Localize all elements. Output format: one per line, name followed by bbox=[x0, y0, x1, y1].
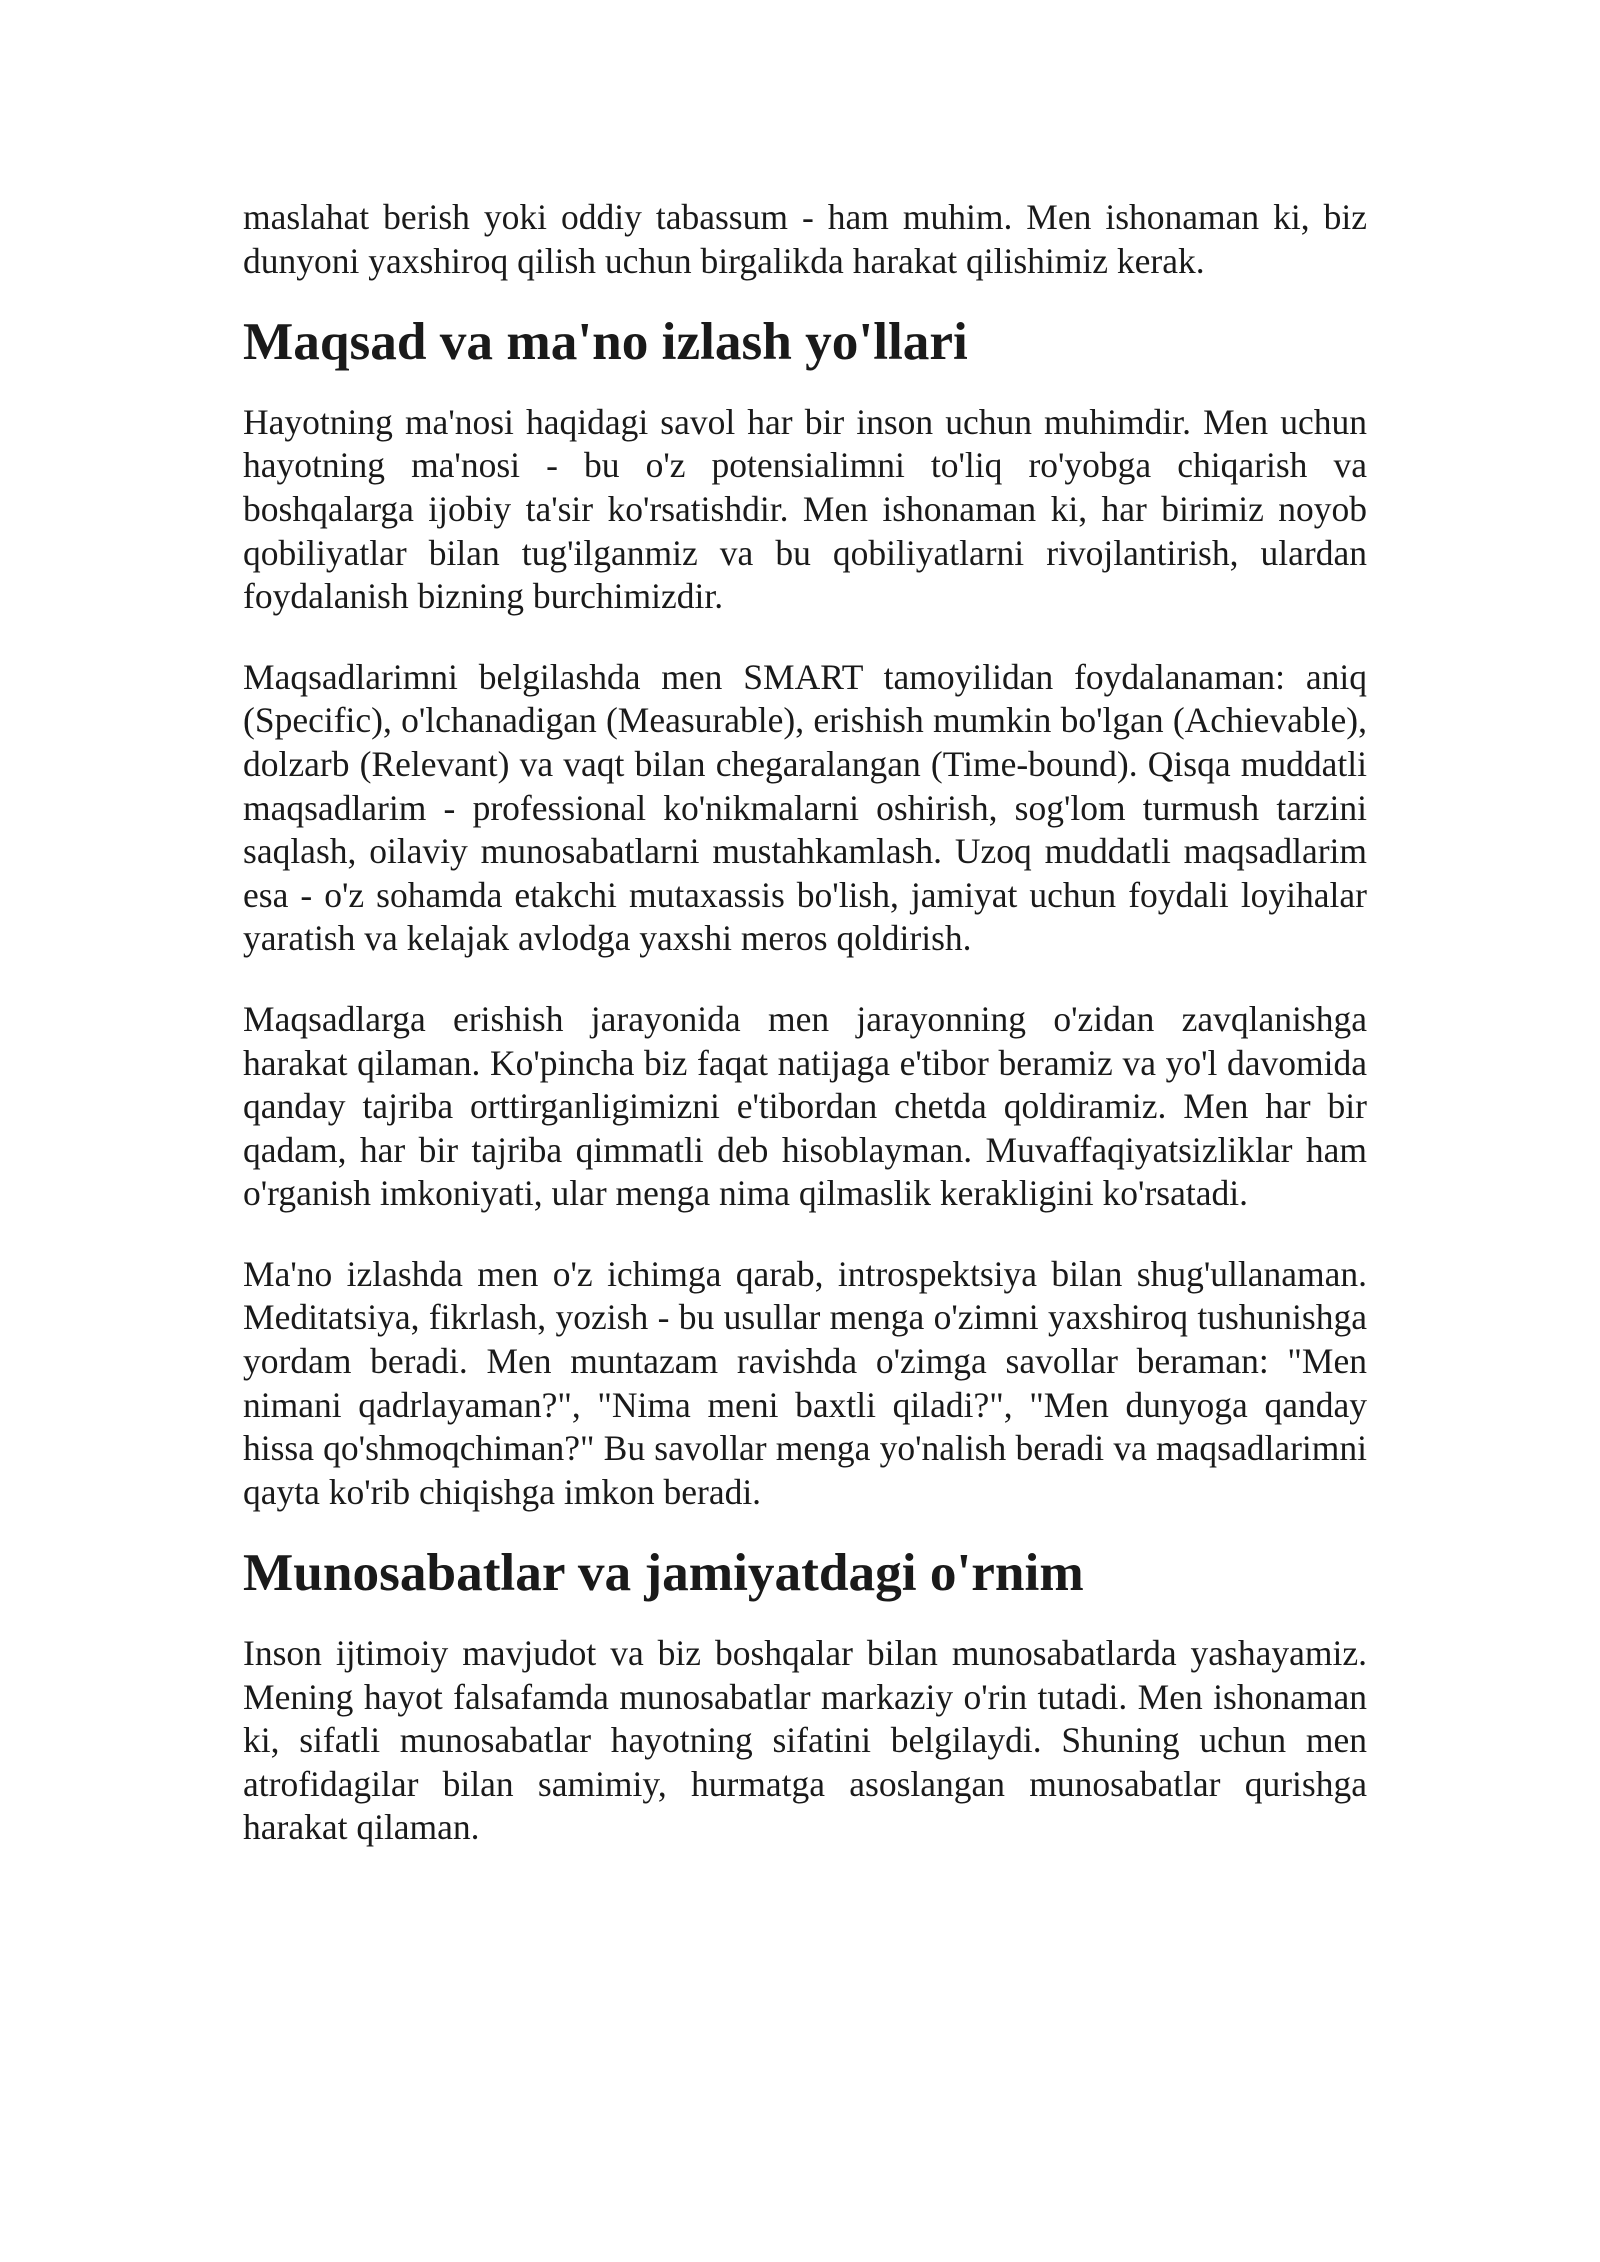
document-page bbox=[243, 196, 1367, 1887]
paragraph: Maqsadlarga erishish jarayonida men jarayonning o'zidan zavqlanishga harakat qilaman. Ko'pincha biz faqat natijaga e'tibor beramiz va yo'l davomida qanday tajriba orttirganligimizni e'tibordan chetda qoldiramiz. Men har bir qadam, har bir tajriba qimmatli deb hisoblayman. Muvaffaqiyatsizliklar ham o'rganish imkoniyati, ular menga nima qilmaslik kerakligini ko'rsatadi. bbox=[243, 998, 1367, 1214]
paragraph: maslahat berish yoki oddiy tabassum - ham muhim. Men ishonaman ki, biz dunyoni yaxshiroq qilish uchun birgalikda harakat qilishimiz kerak. bbox=[243, 197, 1367, 281]
paragraph: Ma'no izlashda men o'z ichimga qarab, introspektsiya bilan shug'ullanaman. Meditatsiya, fikrlash, yozish - bu usullar menga o'zimni yaxshiroq tushunishga yordam beradi. Men muntazam ravishda o'zimga savollar beraman: "Men nimani qadrlayaman?", "Nima meni baxtli qiladi?", "Men dunyoga qanday hissa qo'shmoqchiman?" Bu savollar menga yo'nalish beradi va maqsadlarimni qayta ko'rib chiqishga imkon beradi. bbox=[243, 1253, 1367, 1512]
section-heading: Munosabatlar va jamiyatdagi o'rnim bbox=[243, 1543, 1084, 1603]
paragraph: Inson ijtimoiy mavjudot va biz boshqalar bilan munosabatlarda yashayamiz. Mening hayot falsafamda munosabatlar markaziy o'rin tutadi. Men ishonaman ki, sifatli munosabatlar hayotning sifatini belgilaydi. Shuning uchun men atrofidagilar bilan samimiy, hurmatga asoslangan munosabatlar qurishga harakat qilaman. bbox=[243, 1633, 1367, 1848]
section-heading: Maqsad va ma'no izlash yo'llari bbox=[243, 312, 968, 372]
paragraph: Hayotning ma'nosi haqidagi savol har bir inson uchun muhimdir. Men uchun hayotning ma'nosi - bu o'z potensialimni to'liq ro'yobga chiqarish va boshqalarga ijobiy ta'sir ko'rsatishdir. Men ishonaman ki, har birimiz noyob qobiliyatlar bilan tug'ilganmiz va bu qobiliyatlarni rivojlantirish, ulardan foydalanish bizning burchimizdir. bbox=[243, 401, 1367, 617]
paragraph: Maqsadlarimni belgilashda men SMART tamoyilidan foydalanaman: aniq (Specific), o'lchanadigan (Measurable), erishish mumkin bo'lgan (Achievable), dolzarb (Relevant) va vaqt bilan chegaralangan (Time-bound). Qisqa muddatli maqsadlarim - professional ko'nikmalarni oshirish, sog'lom turmush tarzini saqlash, oilaviy munosabatlarni mustahkamlash. Uzoq muddatli maqsadlarim esa - o'z sohamda etakchi mutaxassis bo'lish, jamiyat uchun foydali loyihalar yaratish va kelajak avlodga yaxshi meros qoldirish. bbox=[243, 656, 1367, 959]
